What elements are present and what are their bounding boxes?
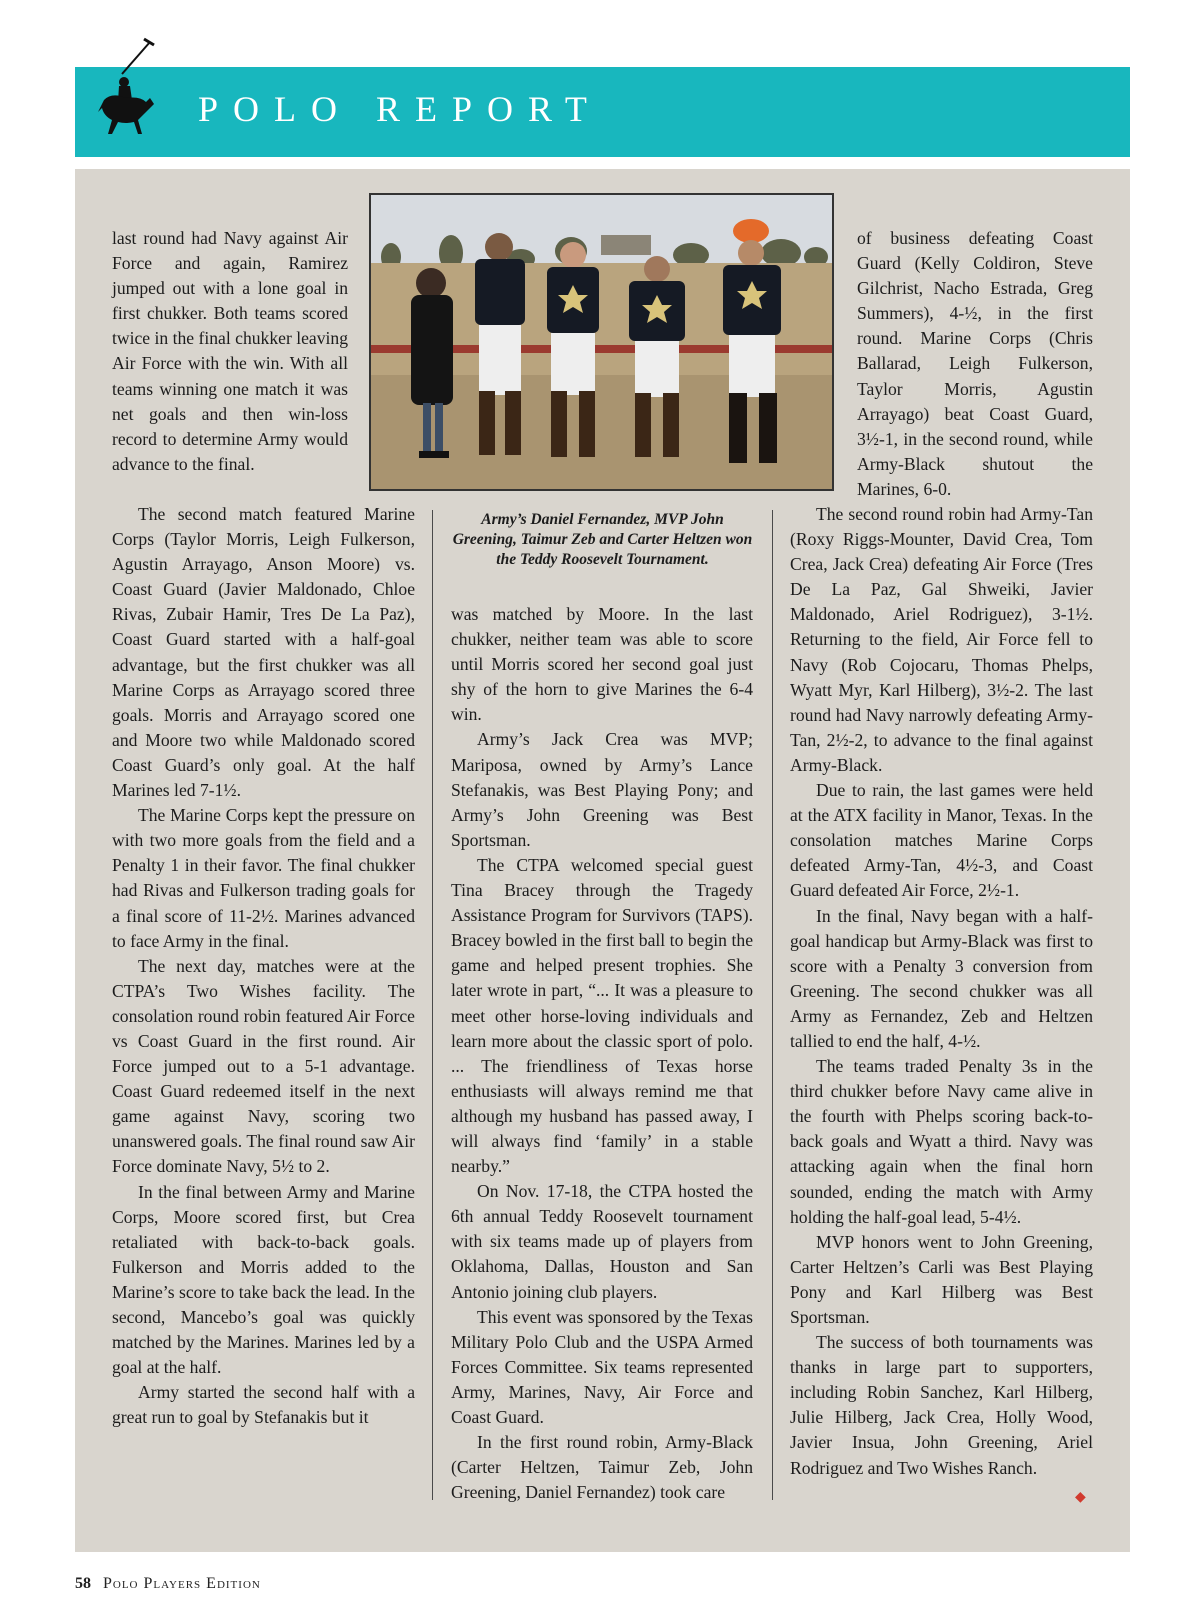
article-column-1-bottom	[112, 502, 415, 1430]
article-paragraph: In the final, Navy began with a half-goal handicap but Army-Black was first to score with a Penalty 3 conversion from Greening. The second chukker was all Army as Fernandez, Zeb and Heltzen tallied to end the half, 4-½.	[790, 905, 1093, 1051]
page-footer	[75, 1575, 261, 1593]
article-paragraph: Army’s Jack Crea was MVP; Mariposa, owned by Army’s Lance Stefanakis, was Best Playing Pony; and Army’s John Greening was Best Sportsman.	[451, 729, 753, 850]
article-column-3-bottom	[790, 502, 1093, 1481]
section-title: POLO REPORT	[198, 89, 602, 129]
article-paragraph: On Nov. 17-18, the CTPA hosted the 6th annual Teddy Roosevelt tournament with six teams made up of players from Oklahoma, Dallas, Houston and San Antonio joining club players.	[451, 1181, 753, 1302]
article-paragraph: In the final between Army and Marine Corps, Moore scored first, but Crea retaliated with back-to-back goals. Fulkerson and Morris added to the Marine’s score to take back the lead. In the second, Mancebo’s goal was quickly matched by the Marines. Marines led by a goal at the half.	[112, 1181, 415, 1378]
article-paragraph: last round had Navy against Air Force and again, Ramirez jumped out with a lone goal in first chukker. Both teams scored twice in the final chukker leaving Air Force with the win. With all teams winning one match it was net goals and then win-loss record to determine Army would advance to the final.	[112, 228, 348, 474]
article-paragraph: was matched by Moore. In the last chukker, neither team was able to score until Morris scored her second goal just shy of the horn to give Marines the 6-4 win.	[451, 604, 753, 725]
end-of-article-diamond-icon: ◆	[1075, 1490, 1086, 1505]
column-divider	[432, 510, 433, 1500]
article-column-3-top	[857, 226, 1093, 502]
article-paragraph: The next day, matches were at the CTPA’s Two Wishes facility. The consolation round robin featured Air Force vs Coast Guard in the first round. Air Force jumped out to a 5-1 advantage. Coast Guard redeemed itself in the next game against Navy, scoring two unanswered goals. The final round saw Air Force dominate Navy, 5½ to 2.	[112, 955, 415, 1177]
article-column-1-top	[112, 226, 348, 477]
article-paragraph: The success of both tournaments was thanks in large part to supporters, including Robin Sanchez, Karl Hilberg, Julie Hilberg, Jack Crea, Holly Wood, Javier Insua, John Greening, Ariel Rodriguez and Two Wishes Ranch.	[790, 1332, 1093, 1478]
article-paragraph: This event was sponsored by the Texas Military Polo Club and the USPA Armed Forces Committee. Six teams represented Army, Marines, Navy, Air Force and Coast Guard.	[451, 1306, 753, 1427]
article-paragraph: The second round robin had Army-Tan (Roxy Riggs-Mounter, David Crea, Tom Crea, Jack Crea) defeating Air Force (Tres De La Paz, Gal Shweiki, Javier Maldonado, Ariel Rodriguez), 3-1½. Returning to the field, Air Force fell to Navy (Rob Cojocaru, Thomas Phelps, Wyatt Myr, Karl Hilberg), 3½-2. The last round had Navy narrowly defeating Army-Tan, 2½-2, to advance to the final against Army-Black.	[790, 504, 1093, 775]
article-paragraph: Due to rain, the last games were held at the ATX facility in Manor, Texas. In the consolation matches Marine Corps defeated Army-Tan, 4½-3, and Coast Guard defeated Air Force, 2½-1.	[790, 780, 1093, 901]
page-number: 58	[75, 1575, 91, 1592]
team-photo	[369, 193, 834, 491]
photo-caption: Army’s Daniel Fernandez, MVP John Greening, Taimur Zeb and Carter Heltzen won the Teddy Roosevelt Tournament.	[452, 511, 753, 568]
article-paragraph: MVP honors went to John Greening, Carter Heltzen’s Carli was Best Playing Pony and Karl Hilberg was Best Sportsman.	[790, 1231, 1093, 1327]
article-paragraph: In the first round robin, Army-Black (Carter Heltzen, Taimur Zeb, John Greening, Daniel Fernandez) took care	[451, 1432, 753, 1503]
article-paragraph: of business defeating Coast Guard (Kelly Coldiron, Steve Gilchrist, Nacho Estrada, Greg Summers), 4-½, in the first round. Marine Corps (Chris Ballarad, Leigh Fulkerson, Taylor Morris, Agustin Arrayago) beat Coast Guard, 3½-1, in the second round, while Army-Black shutout the Marines, 6-0.	[857, 228, 1093, 499]
article-paragraph: Army started the second half with a great run to goal by Stefanakis but it	[112, 1382, 415, 1428]
publication-name: Polo Players Edition	[103, 1575, 261, 1592]
article-paragraph: The teams traded Penalty 3s in the third chukker before Navy came alive in the fourth with Phelps scoring back-to-back goals and Wyatt a third. Navy was attacking again when the final horn sounded, ending the match with Army holding the half-goal lead, 5-4½.	[790, 1056, 1093, 1227]
article-paragraph: The second match featured Marine Corps (Taylor Morris, Leigh Fulkerson, Agustin Arrayago, Anson Moore) vs. Coast Guard (Javier Maldonado, Chloe Rivas, Zubair Hamir, Tres De La Paz), Coast Guard started with a half-goal advantage, but the first chukker was all Marine Corps as Arrayago scored three goals. Morris and Arrayago scored one and Moore two while Maldonado scored Coast Guard’s only goal. At the half Marines led 7-1½.	[112, 504, 415, 801]
column-divider	[772, 510, 773, 1500]
article-paragraph: The Marine Corps kept the pressure on with two more goals from the field and a Penalty 1 in their favor. The final chukker had Rivas and Fulkerson trading goals for a final score of 11-2½. Marines advanced to face Army in the final.	[112, 805, 415, 951]
article-paragraph: The CTPA welcomed special guest Tina Bracey through the Tragedy Assistance Program for Survivors (TAPS). Bracey bowled in the first ball to begin the game and helped present trophies. She later wrote in part, “... It was a pleasure to meet other horse-loving individuals and learn more about the classic sport of polo. ... The friendliness of Texas horse enthusiasts will always remind me that although my husband has passed away, I will always find ‘family’ in a stable nearby.”	[451, 854, 753, 1177]
polo-player-logo-icon	[92, 36, 162, 141]
article-column-2	[451, 602, 753, 1505]
